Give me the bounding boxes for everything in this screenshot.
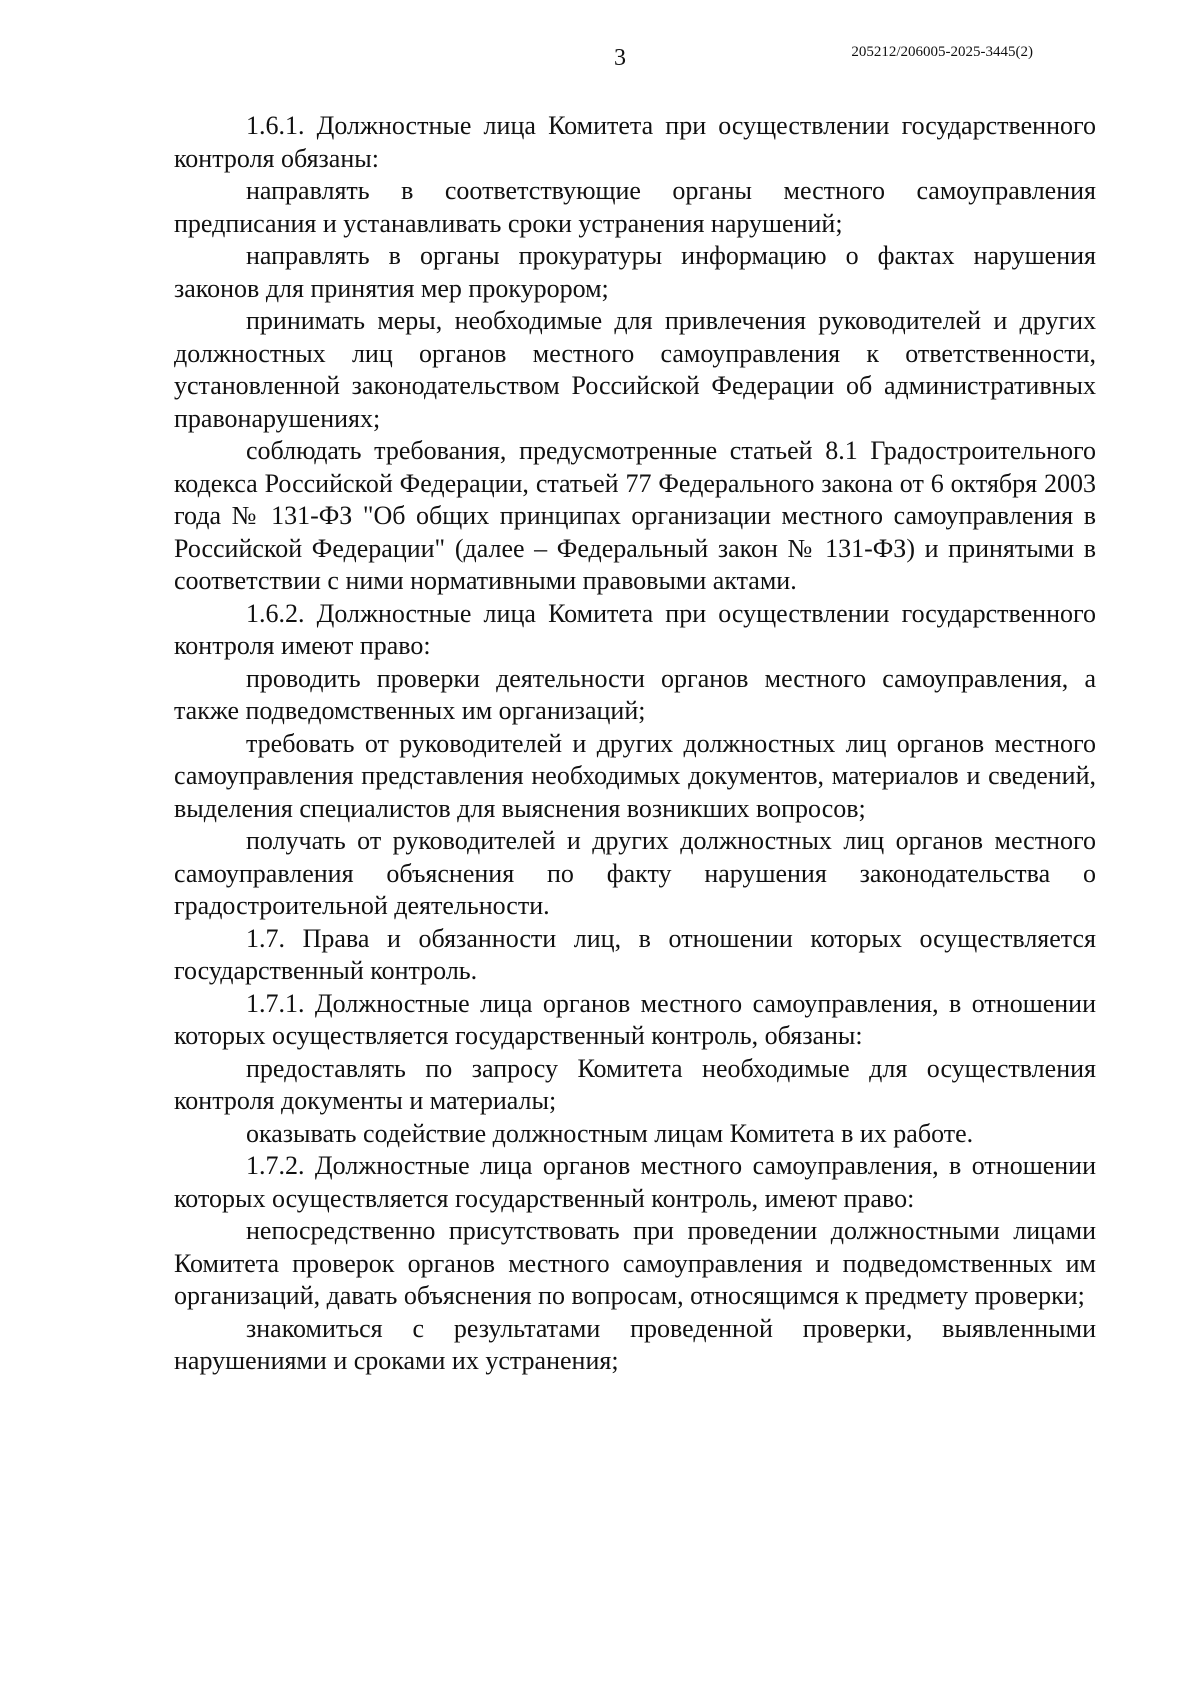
paragraph: непосредственно присутствовать при проведении должностными лицами Комитета проверок органов местного самоуправления и подведомственных им организаций, давать объяснения по вопросам, относящимся к предмету проверки;: [174, 1216, 1096, 1310]
paragraph: соблюдать требования, предусмотренные статьей 8.1 Градостроительного кодекса Российской Федерации, статьей 77 Федерального закона от 6 октября 2003 года № 131-ФЗ "Об общих принципах организации местного самоуправления в Российской Федерации" (далее – Федеральный закон № 131-ФЗ) и принятыми в соответствии с ними нормативными правовыми актами.: [174, 436, 1096, 595]
paragraph: знакомиться с результатами проведенной проверки, выявленными нарушениями и сроками их устранения;: [174, 1313, 1096, 1375]
paragraph-1-6-2: 1.6.2. Должностные лица Комитета при осуществлении государственного контроля имеют право:: [174, 598, 1096, 660]
paragraph: принимать меры, необходимые для привлечения руководителей и других должностных лиц органов местного самоуправления к ответственности, установленной законодательством Российской Федерации об административных правонарушениях;: [174, 306, 1096, 433]
document-id: 205212/206005-2025-3445(2): [851, 44, 1033, 60]
paragraph: требовать от руководителей и других должностных лиц органов местного самоуправления представления необходимых документов, материалов и сведений, выделения специалистов для выяснения возникших вопросов;: [174, 728, 1096, 823]
paragraph-1-7-2: 1.7.2. Должностные лица органов местного самоуправления, в отношении которых осуществляется государственный контроль, имеют право:: [174, 1151, 1096, 1213]
paragraph: проводить проверки деятельности органов местного самоуправления, а также подведомственных им организаций;: [174, 663, 1096, 725]
paragraph-1-7-1: 1.7.1. Должностные лица органов местного самоуправления, в отношении которых осуществляется государственный контроль, обязаны:: [174, 988, 1096, 1050]
paragraph: оказывать содействие должностным лицам Комитета в их работе.: [246, 1118, 974, 1148]
paragraph-1-6-1: 1.6.1. Должностные лица Комитета при осуществлении государственного контроля обязаны:: [174, 111, 1096, 173]
page-number: 3: [614, 45, 626, 71]
paragraph: направлять в органы прокуратуры информацию о фактах нарушения законов для принятия мер прокурором;: [174, 241, 1096, 303]
document-body: [174, 110, 1096, 1378]
paragraph: предоставлять по запросу Комитета необходимые для осуществления контроля документы и материалы;: [174, 1053, 1096, 1115]
paragraph: получать от руководителей и других должностных лиц органов местного самоуправления объяснения по факту нарушения законодательства о градостроительной деятельности.: [174, 826, 1096, 920]
paragraph: направлять в соответствующие органы местного самоуправления предписания и устанавливать сроки устранения нарушений;: [174, 176, 1096, 238]
paragraph-1-7: 1.7. Права и обязанности лиц, в отношении которых осуществляется государственный контроль.: [174, 923, 1096, 985]
